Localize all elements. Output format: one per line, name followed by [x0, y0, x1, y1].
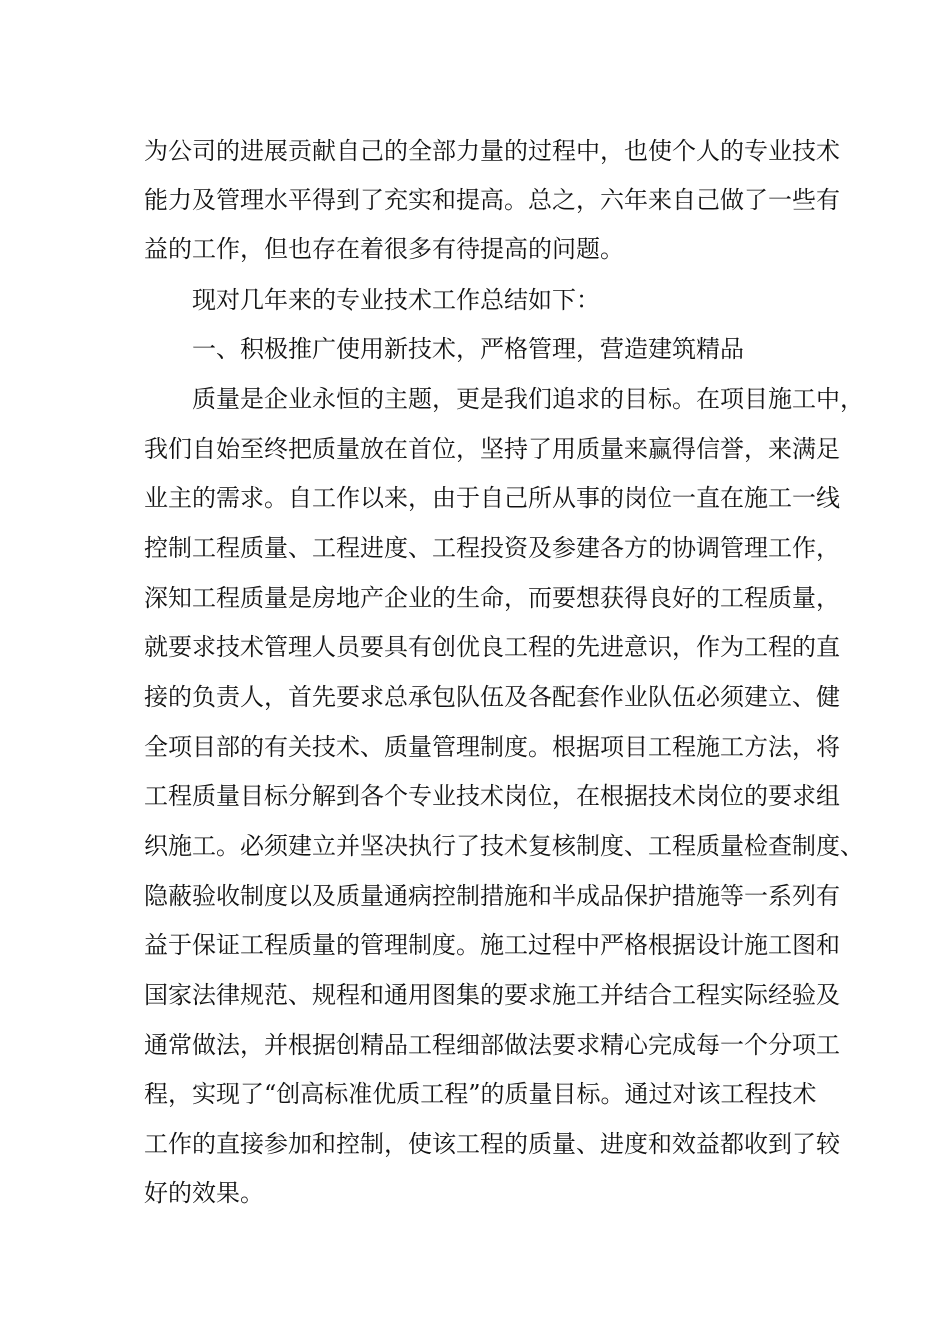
- text-line-10: 深知工程质量是房地产企业的生命，而要想获得良好的工程质量，: [144, 584, 840, 612]
- text-line-9: 控制工程质量、工程进度、工程投资及参建各方的协调管理工作，: [144, 534, 840, 562]
- text-line-2: 能力及管理水平得到了充实和提高。总之，六年来自己做了一些有: [144, 186, 840, 214]
- text-line-20: 程，实现了“创高标准优质工程”的质量目标。通过对该工程技术: [144, 1080, 817, 1108]
- text-line-19: 通常做法，并根据创精品工程细部做法要求精心完成每一个分项工: [144, 1031, 840, 1059]
- text-line-11: 就要求技术管理人员要具有创优良工程的先进意识，作为工程的直: [144, 633, 840, 661]
- text-line-22: 好的效果。: [144, 1179, 264, 1207]
- text-line-8: 业主的需求。自工作以来，由于自己所从事的岗位一直在施工一线: [144, 484, 840, 512]
- section-heading: 一、积极推广使用新技术，严格管理，营造建筑精品: [192, 335, 744, 363]
- text-line-13: 全项目部的有关技术、质量管理制度。根据项目工程施工方法，将: [144, 733, 840, 761]
- text-line-6: 质量是企业永恒的主题，更是我们追求的目标。在项目施工中，: [192, 385, 864, 413]
- text-line-16: 隐蔽验收制度以及质量通病控制措施和半成品保护措施等一系列有: [144, 882, 840, 910]
- text-line-14: 工程质量目标分解到各个专业技术岗位，在根据技术岗位的要求组: [144, 782, 840, 810]
- text-line-15: 织施工。必须建立并坚决执行了技术复核制度、工程质量检查制度、: [144, 832, 864, 860]
- text-line-7: 我们自始至终把质量放在首位，坚持了用质量来赢得信誉，来满足: [144, 435, 840, 463]
- text-line-4: 现对几年来的专业技术工作总结如下：: [192, 286, 600, 314]
- text-line-21: 工作的直接参加和控制，使该工程的质量、进度和效益都收到了较: [144, 1130, 840, 1158]
- text-line-3: 益的工作，但也存在着很多有待提高的问题。: [144, 235, 624, 263]
- text-line-17: 益于保证工程质量的管理制度。施工过程中严格根据设计施工图和: [144, 931, 840, 959]
- text-line-1: 为公司的进展贡献自己的全部力量的过程中，也使个人的专业技术: [144, 137, 840, 165]
- text-line-12: 接的负责人，首先要求总承包队伍及各配套作业队伍必须建立、健: [144, 683, 840, 711]
- text-line-18: 国家法律规范、规程和通用图集的要求施工并结合工程实际经验及: [144, 981, 840, 1009]
